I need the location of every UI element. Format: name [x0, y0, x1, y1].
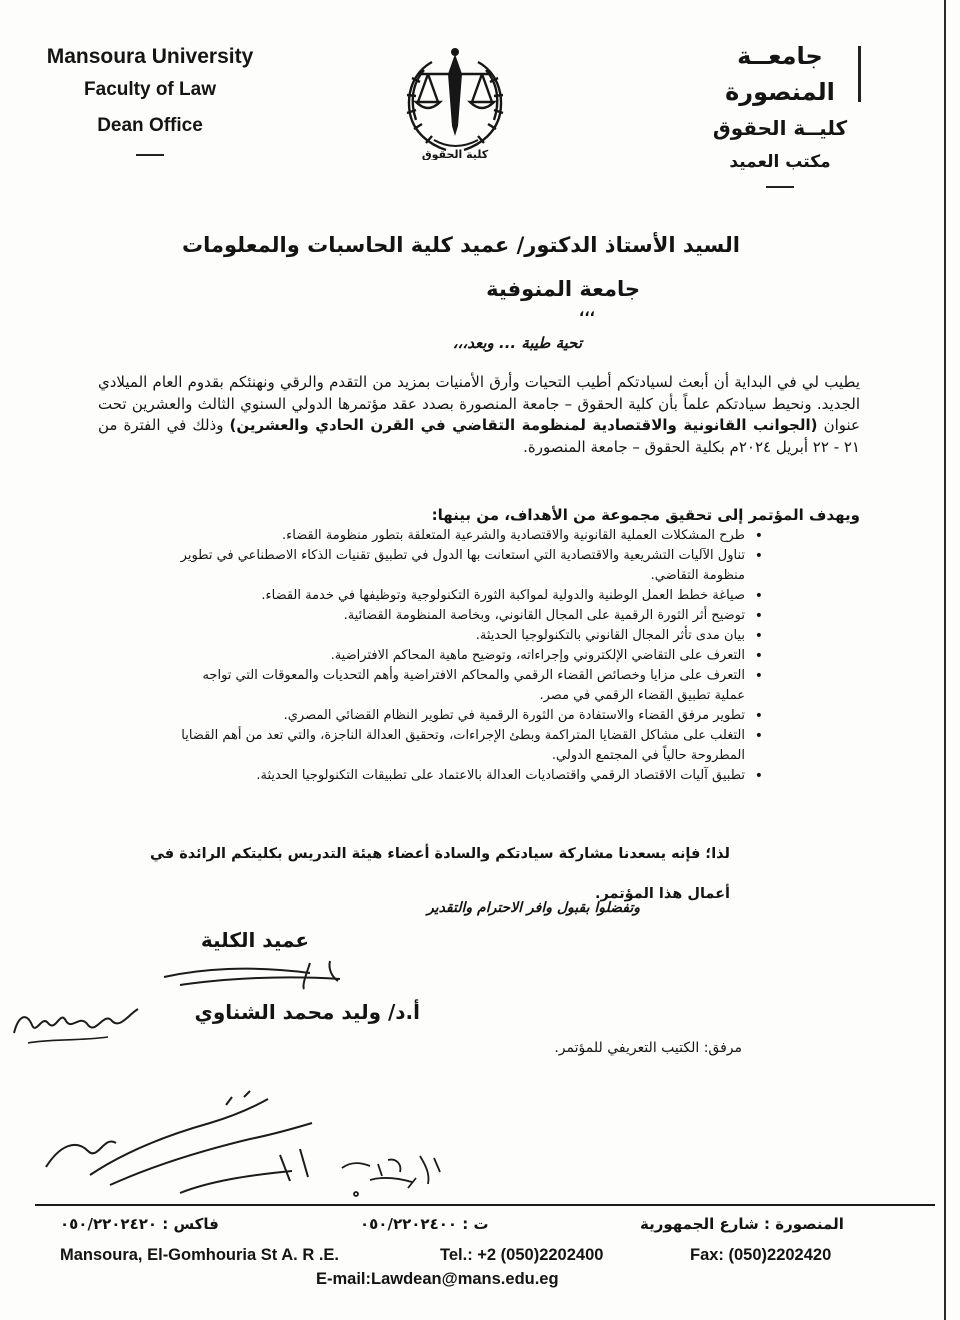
footer-fax-en: Fax: (050)2202420 — [690, 1246, 832, 1264]
handwritten-date-icon — [330, 1150, 460, 1200]
header-divider-ar — [766, 186, 794, 188]
footer-phone-en: Tel.: +2 (050)2202400 — [440, 1246, 604, 1264]
footer-address-ar: المنصورة : شارع الجمهورية — [640, 1215, 844, 1233]
goals-intro: ويهدف المؤتمر إلى تحقيق مجموعة من الأهداف، من بينها: — [431, 506, 860, 524]
header-divider-en — [136, 154, 164, 156]
conference-title: (الجوانب القانونية والاقتصادية لمنظومة التقاضي في القرن الحادي والعشرين) — [229, 416, 818, 435]
header-university-ar: جامعــة المنصورة — [725, 42, 835, 106]
header-faculty-ar: كليــة الحقوق — [712, 116, 848, 140]
dean-signature-icon — [160, 955, 360, 995]
list-item: توضيح أثر الثورة الرقمية على المجال القانوني، وبخاصة المنظومة القضائية. • — [180, 606, 745, 626]
list-item: تطبيق آليات الاقتصاد الرقمي واقتصاديات العدالة بالاعتماد على تطبيقات التكنولوجيا الحديثة. • — [180, 766, 745, 786]
intro-paragraph-lead: يطيب لي في البداية أن أبعث لسيادتكم أطيب التحيات وأرق الأمنيات بمزيد من التقدم والرقي ونهنئكم بقدوم العام الميلادي الجديد. ونحيط سيادتكم علماً بأن كلية الحقوق – جامعة المنصورة بصدد عقد مؤتمرها الدولي السنوي الثالث والعشرين تحت عنوان — [98, 373, 860, 435]
header-university-en: Mansoura University — [46, 45, 254, 68]
list-item: التعرف على مزايا وخصائص القضاء الرقمي والمحاكم الافتراضية وأهم التحديات والمعوقات التي تواجه عملية تطبيق القضاء الرقمي في مصر. • — [180, 666, 745, 706]
header-english — [30, 42, 270, 156]
footer-phone-ar: ت : ٠٥٠/٢٢٠٢٤٠٠ — [360, 1215, 489, 1233]
dean-name: أ.د/ وليد محمد الشناوي — [194, 1000, 420, 1024]
header-faculty-en: Faculty of Law — [84, 79, 216, 100]
recipient-mark: ،،، — [579, 304, 595, 320]
seal-text: كلية الحقوق — [421, 148, 489, 160]
list-item: بيان مدى تأثر المجال القانوني بالتكنولوجيا الحديثة. • — [180, 626, 745, 646]
list-item: التعرف على التقاضي الإلكتروني وإجراءاته، وتوضيح ماهية المحاكم الافتراضية. • — [180, 646, 745, 666]
intro-paragraph-tail: وذلك في الفترة من ٢١ - ٢٢ أبريل ٢٠٢٤م بكلية الحقوق – جامعة المنصورة. — [98, 416, 860, 456]
faculty-seal-logo-icon — [390, 40, 520, 160]
list-item: تطوير مرفق القضاء والاستفادة من الثورة الرقمية في تطوير النظام القضائي المصري. • — [180, 706, 745, 726]
dean-title: عميد الكلية — [200, 928, 310, 952]
footer-email[interactable]: E-mail:Lawdean@mans.edu.eg — [316, 1270, 559, 1288]
scan-edge-line — [944, 0, 946, 1320]
recipient-university: جامعة المنوفية — [486, 277, 640, 301]
footer-rule — [35, 1204, 935, 1206]
footer-address-en: Mansoura, El-Gomhouria St A. R .E. — [60, 1246, 340, 1264]
handwritten-annotation-icon — [30, 1085, 360, 1200]
list-item: صياغة خطط العمل الوطنية والدولية لمواكبة الثورة التكنولوجية وتوظيفها في خدمة القضاء. • — [180, 586, 745, 606]
list-item: طرح المشكلات العملية القانونية والاقتصادية والشرعية المتعلقة بتطور منظومة القضاء. • — [180, 526, 745, 546]
header-office-en: Dean Office — [97, 115, 203, 136]
list-item: التغلب على مشاكل القضايا المتراكمة وبطئ الإجراءات، وتحقيق العدالة الناجزة، والتي تعد من أهم القضايا المطروحة حالياً في المجتمع الدولي. • — [180, 726, 745, 766]
header-arabic — [690, 38, 870, 188]
recipient-line: السيد الأستاذ الدكتور/ عميد كلية الحاسبات والمعلومات — [182, 233, 740, 257]
closing-paragraph: لذا؛ فإنه يسعدنا مشاركة سيادتكم والسادة أعضاء هيئة التدريس بكليتكم الرائدة في أعمال هذا المؤتمر. — [150, 846, 730, 902]
header-office-ar: مكتب العميد — [729, 152, 831, 172]
list-item: تناول الآليات التشريعية والاقتصادية التي استعانت بها الدول في تطبيق تقنيات الذكاء الاصطناعي في تطوير منظومة التقاضي. • — [180, 546, 745, 586]
intro-paragraph — [98, 372, 860, 458]
goals-list — [180, 526, 745, 786]
attachment-note: مرفق: الكتيب التعريفي للمؤتمر. — [554, 1040, 742, 1056]
greeting: تحية طيبة ... وبعد،،، — [452, 334, 582, 352]
regards-line: وتفضلوا بقبول وافر الاحترام والتقدير — [426, 900, 640, 916]
header-bracket — [858, 46, 861, 102]
handwritten-note-icon — [8, 995, 148, 1050]
footer-fax-ar: فاكس : ٠٥٠/٢٢٠٢٤٢٠ — [60, 1215, 219, 1233]
